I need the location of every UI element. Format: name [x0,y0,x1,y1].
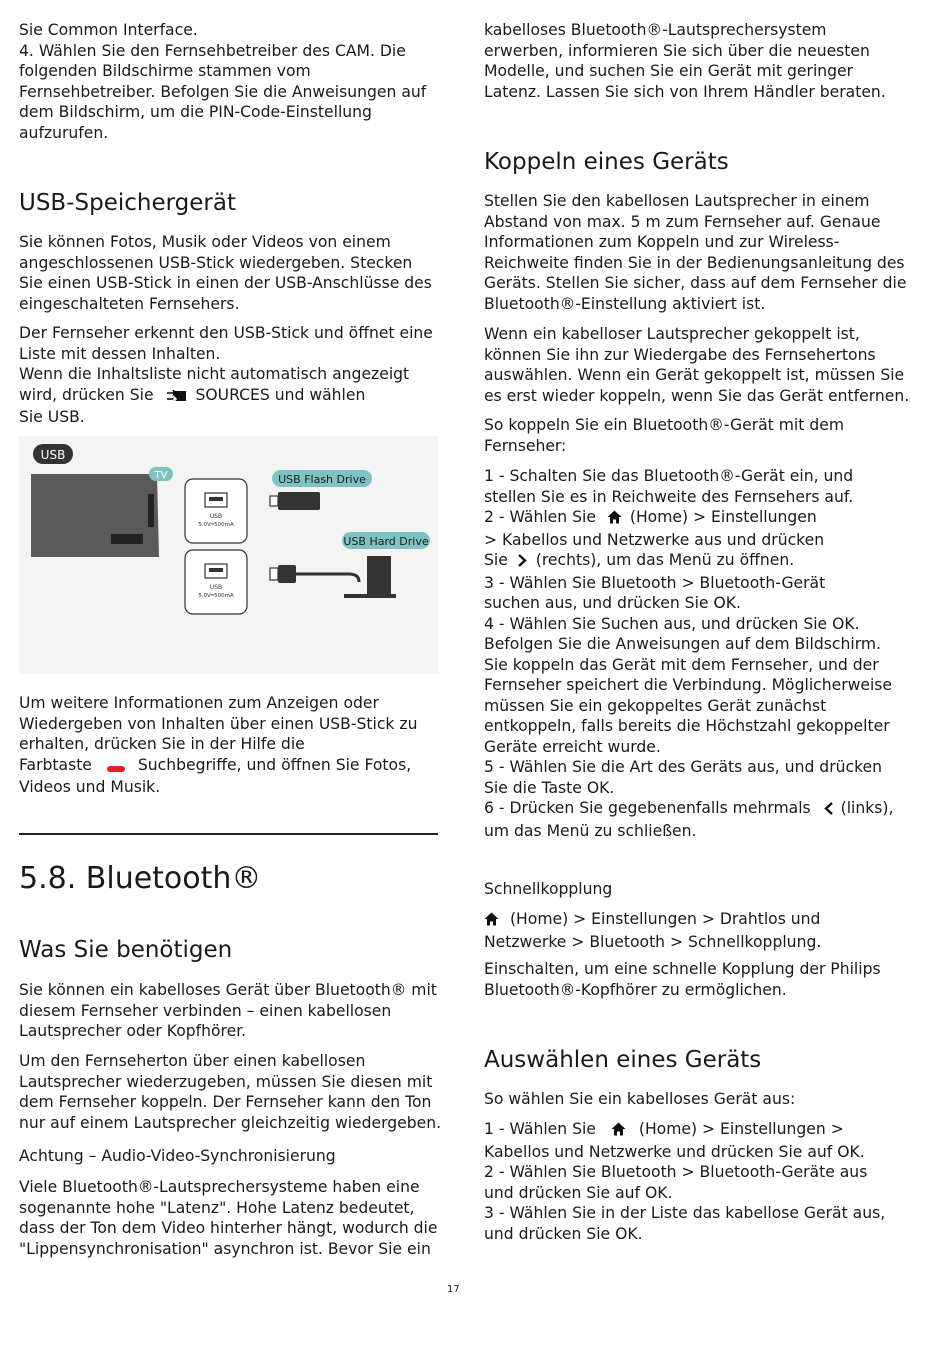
text-fragment: (rechts), um das Menü zu öffnen. [535,551,795,569]
flash-drive-connector [270,496,278,506]
text-fragment: Sie [484,551,508,569]
text-line: Sie koppeln das Gerät mit dem Fernseher, und der [484,655,879,674]
tv-tag-label: TV [154,470,168,481]
text-line: Liste mit dessen Inhalten. [19,344,221,363]
text-line: Fernsehbetreiber. Befolgen Sie die Anweisungen auf [19,82,427,101]
text-line: Latenz. Lassen Sie sich von Ihrem Händler beraten. [484,82,886,101]
port-power-label: 5.0V═500mA [198,593,234,599]
caution-title: Achtung – Audio-Video-Synchronisierung [19,1147,336,1165]
section-divider [19,833,438,835]
text-line: Geräte erreicht wurde. [484,737,661,756]
usb-connection-figure [19,436,439,674]
requirements-paragraph-2 [19,1051,442,1133]
pairing-steps [484,466,909,841]
text-fragment: (links), [840,799,894,817]
text-line: Viele Bluetooth®-Lautsprechersysteme haben eine [19,1178,420,1196]
text-line: Fernseher speichert die Verbindung. Möglicherweise [484,676,893,694]
quick-pair-title: Schnellkopplung [484,880,613,898]
text-line: können Sie ihn zur Wiedergabe des Fernsehertons [484,345,876,364]
port-label: USB [209,584,223,591]
text-line: So koppeln Sie ein Bluetooth®-Gerät mit dem [484,416,845,434]
tv-body [31,474,159,557]
text-line: Bluetooth®-Kopfhörer zu ermöglichen. [484,980,787,999]
home-icon [484,911,499,932]
text-line: Befolgen Sie die Anweisungen auf dem Bildschirm. [484,635,881,653]
text-line: 2 - Wählen Sie Bluetooth > Bluetooth-Geräte aus [484,1163,868,1181]
text-line: 3 - Wählen Sie Bluetooth > Bluetooth-Gerät [484,573,826,592]
text-line: Wenn ein kabelloser Lautsprecher gekoppelt ist, [484,325,860,343]
text-line: Abstand von max. 5 m zum Fernseher auf. Genaue [484,212,881,231]
caution-paragraph [19,1177,439,1259]
text-line: Sie einen USB-Stick in einen der USB-Anschlüsse des [19,274,432,292]
text-fragment: Farbtaste [19,755,92,774]
tv-stand-slot [111,534,143,544]
text-fragment: 2 - Wählen Sie [484,508,596,526]
text-line: dem Fernseher koppeln. Der Fernseher kann den Ton [19,1093,432,1111]
text-line [484,798,909,821]
text-line: Informationen zum Koppeln und zur Wireless- [484,233,840,251]
text-line: 3 - Wählen Sie in der Liste das kabellose Gerät aus, [484,1204,886,1222]
text-line: erwerben, informieren Sie sich über die neuesten [484,41,870,60]
text-line [19,755,439,778]
text-line: Bluetooth®-Einstellung aktiviert ist. [484,294,766,313]
flash-drive-body [278,492,320,510]
pair-paragraph-2 [484,324,909,406]
text-line: "Lippensynchronisation" asynchron ist. Bevor Sie ein [19,1239,431,1258]
usb-port-pins [209,497,223,501]
text-line: 5 - Wählen Sie die Art des Geräts aus, und drücken [484,758,883,776]
requirements-heading: Was Sie benötigen [19,937,233,963]
text-line: Sie können ein kabelloses Gerät über Bluetooth® mit [19,981,437,999]
usb-paragraph-3 [19,693,439,798]
text-fragment: (Home) > Einstellungen [629,508,817,526]
hard-drive-label: USB Hard Drive [343,535,429,548]
text-line: > Kabellos und Netzwerke aus und drücken [484,530,825,549]
sources-icon [167,387,187,408]
text-line: und drücken Sie auf OK. [484,1183,673,1202]
flash-drive-label: USB Flash Drive [278,473,366,486]
text-fragment: wird, drücken Sie [19,385,154,404]
red-key-icon [107,757,125,778]
text-line: Fernseher: [484,436,567,455]
text-line: Kabellos und Netzwerke und drücken Sie auf OK. [484,1142,865,1161]
usb-illustration [19,436,439,674]
chevron-left-icon [824,800,834,821]
text-fragment: (Home) > Einstellungen > Drahtlos und [509,910,821,928]
text-line: folgenden Bildschirme stammen vom [19,62,311,80]
text-line: entkoppeln, falls bereits die Höchstzahl gekoppelter [484,717,890,735]
select-intro [484,1089,909,1110]
usb-port-box [185,550,247,614]
text-line: diesem Fernseher verbinden – einen kabellosen [19,1001,392,1020]
pair-heading: Koppeln eines Geräts [484,149,729,175]
pair-paragraph-1 [484,191,909,314]
usb-port-pins [209,568,223,572]
text-line: Netzwerke > Bluetooth > Schnellkopplung. [484,932,822,951]
text-fragment: 1 - Wählen Sie [484,1120,596,1138]
text-line [484,1119,909,1142]
intro-text [19,20,439,143]
usb-port-box [185,479,247,543]
text-line: 4 - Wählen Sie Suchen aus, und drücken Sie OK. [484,614,860,633]
text-line: aufzurufen. [19,123,109,142]
quick-pair-description [484,959,909,1000]
text-line: auswählen. Wenn ein Gerät gekoppelt ist, müssen Sie [484,366,905,384]
text-line: und drücken Sie OK. [484,1224,643,1243]
home-icon [607,509,622,530]
text-line [484,550,909,573]
hard-drive-cable [296,574,359,582]
text-line: Wiedergeben von Inhalten über einen USB-Stick zu [19,714,418,733]
text-line: kabelloses Bluetooth®-Lautsprechersystem [484,21,827,39]
port-power-label: 5.0V═500mA [198,522,234,528]
text-line: Geräts. Stellen Sie sicher, dass auf dem Fernseher die [484,274,907,292]
text-line: es erst wieder koppeln, wenn Sie das Gerät entfernen. [484,386,910,405]
usb-tag-label: USB [40,448,66,462]
text-line: Lautsprecher wiederzugeben, müssen Sie diesen mit [19,1072,433,1091]
text-line: Modelle, und suchen Sie ein Gerät mit geringer [484,62,854,80]
hard-drive-plug [278,565,296,583]
text-fragment: SOURCES und wählen [195,385,366,404]
quick-pair-path [484,909,909,952]
select-device-heading: Auswählen eines Geräts [484,1047,762,1073]
text-line: So wählen Sie ein kabelloses Gerät aus: [484,1090,796,1108]
port-label: USB [209,513,223,520]
text-line: Reichweite finden Sie in der Bedienungsanleitung des [484,253,905,272]
hard-drive-base [344,594,396,598]
chevron-right-icon [517,552,527,573]
text-line: Wenn die Inhaltsliste nicht automatisch angezeigt [19,365,410,383]
text-line: sogenannte hohe "Latenz". Hohe Latenz bedeutet, [19,1198,415,1217]
text-line: Sie können Fotos, Musik oder Videos von einem [19,233,391,251]
text-fragment: (Home) > Einstellungen > [638,1120,844,1138]
requirements-paragraph-1 [19,980,439,1042]
text-line: angeschlossenen USB-Stick wiedergeben. Stecken [19,253,413,272]
text-line: Einschalten, um eine schnelle Kopplung der Philips [484,960,881,978]
usb-heading: USB-Speichergerät [19,190,236,216]
text-line: Videos und Musik. [19,778,161,796]
usb-paragraph-1 [19,232,439,314]
bluetooth-section-title: 5.8. Bluetooth® [19,861,262,896]
text-line: müssen Sie ein gekoppeltes Gerät zunächst [484,696,827,715]
text-line: eingeschalteten Fernsehers. [19,294,240,313]
text-fragment: Suchbegriffe, und öffnen Sie Fotos, [137,755,412,774]
text-line: Um weitere Informationen zum Anzeigen oder [19,694,379,712]
text-line: Sie USB. [19,408,85,426]
pair-paragraph-3 [484,415,909,456]
text-line: 4. Wählen Sie den Fernsehbetreiber des CAM. Die [19,41,406,60]
hard-drive-body [367,556,391,598]
text-line: Um den Fernseherton über einen kabellosen [19,1052,366,1070]
usb-paragraph-2 [19,323,439,428]
select-steps [484,1119,909,1244]
text-line: Stellen Sie den kabellosen Lautsprecher in einem [484,192,870,210]
text-line: erhalten, drücken Sie in der Hilfe die [19,735,305,753]
hard-drive-connector [270,568,278,580]
home-icon [611,1121,626,1142]
intro-text [484,20,909,102]
text-line: 1 - Schalten Sie das Bluetooth®-Gerät ein, und [484,467,854,485]
text-line [484,909,909,932]
text-line: Sie Common Interface. [19,21,198,39]
text-line: dem Bildschirm, um die PIN-Code-Einstellung [19,103,372,121]
page-number: 17 [447,1284,460,1295]
text-line: stellen Sie es in Reichweite des Fernsehers auf. [484,487,854,506]
text-line: Lautsprecher oder Kopfhörer. [19,1022,247,1040]
tv-port-slot [148,494,154,527]
text-line: Der Fernseher erkennt den USB-Stick und öffnet eine [19,324,433,342]
text-line: Sie die Taste OK. [484,778,615,797]
text-line [484,507,909,530]
text-fragment: 6 - Drücken Sie gegebenenfalls mehrmals [484,799,811,817]
text-line: um das Menü zu schließen. [484,821,697,840]
text-line: suchen aus, und drücken Sie OK. [484,594,741,612]
text-line: dass der Ton dem Video hinterher hängt, wodurch die [19,1219,438,1237]
text-line: nur auf einem Lautsprecher gleichzeitig wiedergeben. [19,1113,442,1132]
text-line [19,385,439,408]
